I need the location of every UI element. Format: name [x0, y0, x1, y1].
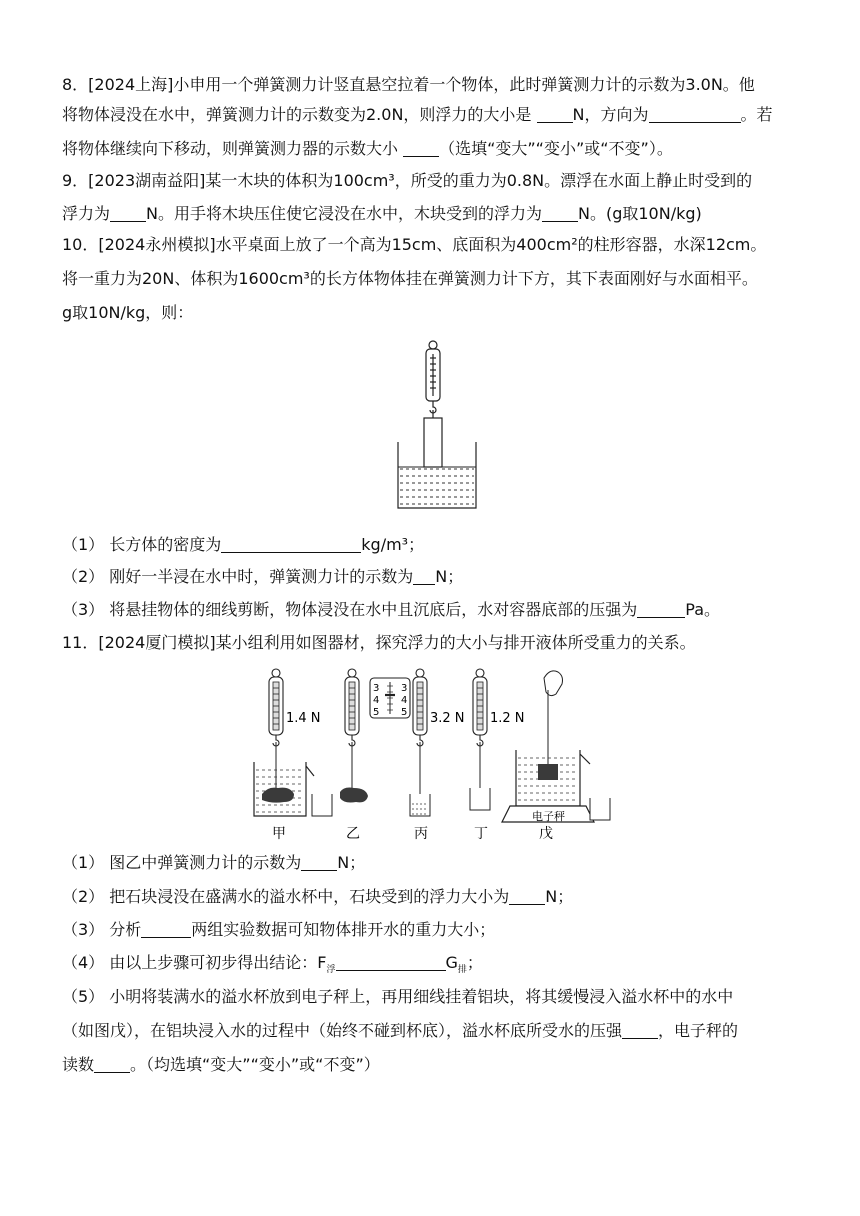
q11-sub2: （2） 把石块浸没在盛满水的溢水杯中，石块受到的浮力大小为 N；: [62, 887, 574, 906]
answer-blank[interactable]: [110, 205, 146, 222]
reading-ding: 1.2 N: [490, 711, 525, 726]
zoom-scale-4-right: 4: [401, 695, 408, 706]
q11-sub5-line1: （5） 小明将装满水的溢水杯放到电子秤上，再用细线挂着铝块，将其缓慢浸入溢水杯中的水中: [62, 987, 734, 1006]
q8-line2: 将物体浸没在水中，弹簧测力计的示数变为2.0N，则浮力的大小是 N，方向为 。若: [62, 105, 773, 124]
label-jia: 甲: [272, 826, 286, 842]
answer-blank[interactable]: [141, 921, 191, 938]
q8-line3: 将物体继续向下移动，则弹簧测力器的示数大小 （选填“变大”“变小”或“不变”）。: [62, 139, 673, 158]
answer-blank[interactable]: [413, 568, 435, 585]
zoom-scale-4: 4: [373, 695, 380, 706]
q9-line2: 浮力为 N。用手将木块压住使它浸没在水中，木块受到的浮力为 N。(g取10N/kg): [62, 204, 702, 223]
label-wu: 戊: [539, 826, 553, 842]
zoom-scale-3: 3: [373, 683, 380, 694]
q9-line1: 9．[2023湖南益阳]某一木块的体积为100cm³，所受的重力为0.8N。漂浮在水面上静止时受到的: [62, 171, 753, 190]
balance-label: 电子秤: [532, 810, 565, 823]
label-ding: 丁: [474, 826, 488, 842]
setup-jia: [254, 669, 332, 842]
q11-sub1: （1） 图乙中弹簧测力计的示数为 N；: [62, 853, 366, 872]
answer-blank[interactable]: [336, 954, 446, 971]
q11-figure: [248, 666, 618, 844]
answer-blank[interactable]: [221, 536, 361, 553]
answer-blank[interactable]: [301, 854, 337, 871]
q10-figure: [390, 338, 486, 510]
label-yi: 乙: [346, 826, 360, 842]
answer-blank[interactable]: [649, 106, 741, 123]
answer-blank[interactable]: [637, 601, 685, 618]
reading-bing: 3.2 N: [430, 711, 465, 726]
q11-line1: 11．[2024厦门模拟]某小组利用如图器材，探究浮力的大小与排开液体所受重力的关系。: [62, 633, 696, 652]
q10-sub1: （1） 长方体的密度为 kg/m³；: [62, 535, 425, 554]
q11-sub5-line2: （如图戊），在铝块浸入水的过程中（始终不碰到杯底），溢水杯底所受水的压强 ，电子秤的: [62, 1021, 739, 1040]
setup-wu: [502, 671, 610, 842]
q10-line1: 10．[2024永州模拟]水平桌面上放了一个高为15cm、底面积为400cm²的柱形容器，水深12cm。: [62, 235, 767, 254]
q11-sub4: （4） 由以上步骤可初步得出结论：$F_浮$ $G_排$；: [62, 953, 483, 976]
reading-jia: 1.4 N: [286, 711, 321, 726]
q8-line1: 8．[2024上海]小申用一个弹簧测力计竖直悬空拉着一个物体，此时弹簧测力计的示数为3.0N。他: [62, 75, 755, 94]
answer-blank[interactable]: [622, 1022, 658, 1039]
answer-blank[interactable]: [537, 106, 573, 123]
answer-blank[interactable]: [403, 140, 439, 157]
q10-line3: g取10N/kg，则：: [62, 303, 194, 322]
answer-blank[interactable]: [509, 888, 545, 905]
answer-blank[interactable]: [94, 1056, 130, 1073]
setup-yi: [340, 669, 410, 842]
answer-blank[interactable]: [542, 205, 578, 222]
q10-sub3: （3） 将悬挂物体的细线剪断，物体浸没在水中且沉底后，水对容器底部的压强为 Pa。: [62, 600, 721, 619]
zoom-scale-5-right: 5: [401, 707, 408, 718]
q10-line2: 将一重力为20N、体积为1600cm³的长方体物体挂在弹簧测力计下方，其下表面刚好与水面相平。: [62, 269, 758, 288]
q11-sub3: （3） 分析 两组实验数据可知物体排开水的重力大小；: [62, 920, 496, 939]
label-bing: 丙: [414, 826, 428, 842]
q10-sub2: （2） 刚好一半浸在水中时，弹簧测力计的示数为 N；: [62, 567, 464, 586]
setup-bing: [410, 669, 465, 842]
q11-sub5-line3: 读数 。（均选填“变大”“变小”或“不变”）: [62, 1055, 380, 1074]
zoom-scale-3-right: 3: [401, 683, 408, 694]
zoom-scale-5: 5: [373, 707, 380, 718]
